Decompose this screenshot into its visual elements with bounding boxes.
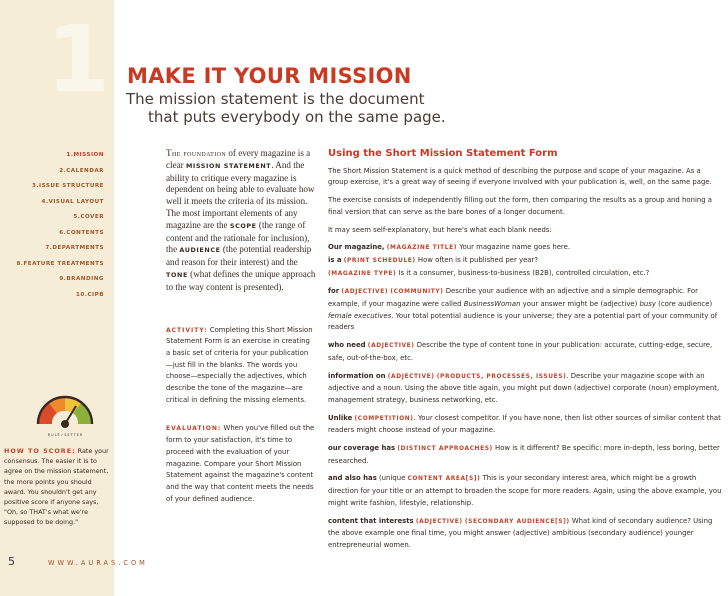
- gauge-label: R U L E ✓ S E T T E R: [47, 433, 83, 437]
- chapter-toc: [0, 148, 104, 303]
- evaluation-paragraph: EVALUATION: When you've filled out the form to your satisfaction, it's time to proceed with the evaluation of your magazine. Compare your Short Mission Statement against the magazine's content and the way that content meets the needs of your defined audience.: [166, 424, 315, 503]
- page-subtitle-line-2: that puts everybody on the same page.: [148, 108, 446, 126]
- toc-item-mission[interactable]: 1.MISSION: [66, 152, 104, 158]
- how-to-score-text: Rate your consensus. The easier it is to agree on the mission statement, the more points you should award. You shouldn't get any positive score if anyone says, "Oh, so THAT's what we're supposed to be doing.": [4, 447, 109, 527]
- page-number: 5: [8, 555, 15, 568]
- page-subtitle-line-1: The mission statement is the document: [126, 90, 425, 108]
- score-gauge-icon: [30, 384, 100, 442]
- blank-schedule-type: is a (PRINT SCHEDULE) How often is it published per year? (MAGAZINE TYPE) Is it a consumer, business-to-business (B2B), controlled circulation, etc.?: [328, 255, 650, 277]
- activity-paragraph: ACTIVITY: Completing this Short Mission Statement Form is an exercise in creating a basic set of criteria for your publication —just fill in the blanks. The words you choose—especially the adjectives, which describe the tone of the magazine—are critical in defining the missing elements.: [166, 325, 313, 404]
- chapter-number: 1: [46, 6, 111, 113]
- intro-column: [166, 148, 316, 505]
- blank-magazine-title: Our magazine, (MAGAZINE TITLE) Your magazine name goes here.: [328, 243, 571, 252]
- how-to-score-label: HOW TO SCORE:: [4, 447, 76, 455]
- sidebar: [0, 0, 148, 596]
- toc-item-cover[interactable]: 5.COVER: [73, 214, 104, 220]
- toc-item-issue-structure[interactable]: 3.ISSUE STRUCTURE: [31, 183, 104, 189]
- blank-competition: Unlike (COMPETITION). Your closest competitor. If you have none, then list other sources of similar content that readers might choose instead of your magazine.: [328, 413, 721, 435]
- guide-paragraph-3: It may seem self-explanatory, but here's what each blank needs:: [328, 225, 552, 234]
- page-title: MAKE IT YOUR MISSION: [127, 64, 412, 88]
- blank-approach: our coverage has (DISTINCT APPROACHES) How is it different? Be specific: more in-depth, less boring, better researched.: [328, 444, 720, 465]
- toc-item-visual-layout[interactable]: 4.VISUAL LAYOUT: [41, 198, 104, 205]
- blank-scope: information on (ADJECTIVE) (PRODUCTS, PROCESSES, ISSUES). Describe your magazine scope with an adjective and a noun. Using the above title again, you might put down (adjective) corporate (noun) employment, management strategy, business networking, etc.: [328, 371, 720, 404]
- toc-item-cipb[interactable]: 10.CIPB: [76, 291, 104, 298]
- toc-item-calendar[interactable]: 2.CALENDAR: [59, 167, 104, 174]
- toc-item-departments[interactable]: 7.DEPARTMENTS: [45, 245, 104, 251]
- blank-audience: for (ADJECTIVE) (COMMUNITY) Describe your audience with an adjective and a simple demographic. For example, if your magazine were called BusinessWoman your answer might be (adjective) busy (core audience) female executives. Your total potential audience is your universe; they are a potential part of your community of readers: [328, 287, 718, 332]
- how-to-score: [4, 446, 110, 528]
- guide-paragraph-2: The exercise consists of independently filling out the form, then comparing the results as a group and honing a final version that can serve as the bare bones of a longer document.: [328, 196, 713, 216]
- form-guide-column: [328, 148, 722, 558]
- toc-item-branding[interactable]: 9.BRANDING: [59, 276, 104, 282]
- toc-item-feature-treatments[interactable]: 8.FEATURE TREATMENTS: [16, 260, 104, 267]
- intro-paragraph: The foundation of every magazine is a clear MISSION STATEMENT. And the ability to critique every magazine is dependent on being able to evaluate how well it meets the criteria of its mission. The most important elements of any magazine are the SCOPE (the range of content and the rationale for inclusion), the AUDIENCE (the potential readership and reason for their interest) and the TONE (what defines the unique approach to the way content is presented).: [166, 148, 316, 292]
- section-title: Using the Short Mission Statement Form: [328, 148, 558, 159]
- blank-secondary-audience: content that interests (ADJECTIVE) (SECONDARY AUDIENCE[S]) What kind of secondary audience? Using the above example one final time, you might answer (adjective) ambitious (secondary audience) younger entrepreneurial women.: [328, 516, 713, 549]
- blank-tone: who need (ADJECTIVE) Describe the type of content tone in your publication: accurate, cutting-edge, secure, safe, out-of-the-box, etc.: [328, 341, 713, 362]
- toc-item-contents[interactable]: 6.CONTENTS: [59, 229, 104, 236]
- blank-secondary-content: and also has (unique CONTENT AREA[S]) This is your secondary interest area, which might be a growth direction for your title or an attempt to broaden the scope for more readers. Again, using the above example, you might write fashion, lifestyle, relationship.: [328, 474, 722, 507]
- site-url[interactable]: WWW.AURAS.COM: [48, 559, 148, 567]
- guide-paragraph-1: The Short Mission Statement is a quick method of describing the purpose and scope of your magazine. As a group exercise, it's a great way of seeing if everyone involved with your publication is, well, on the same page.: [328, 166, 712, 187]
